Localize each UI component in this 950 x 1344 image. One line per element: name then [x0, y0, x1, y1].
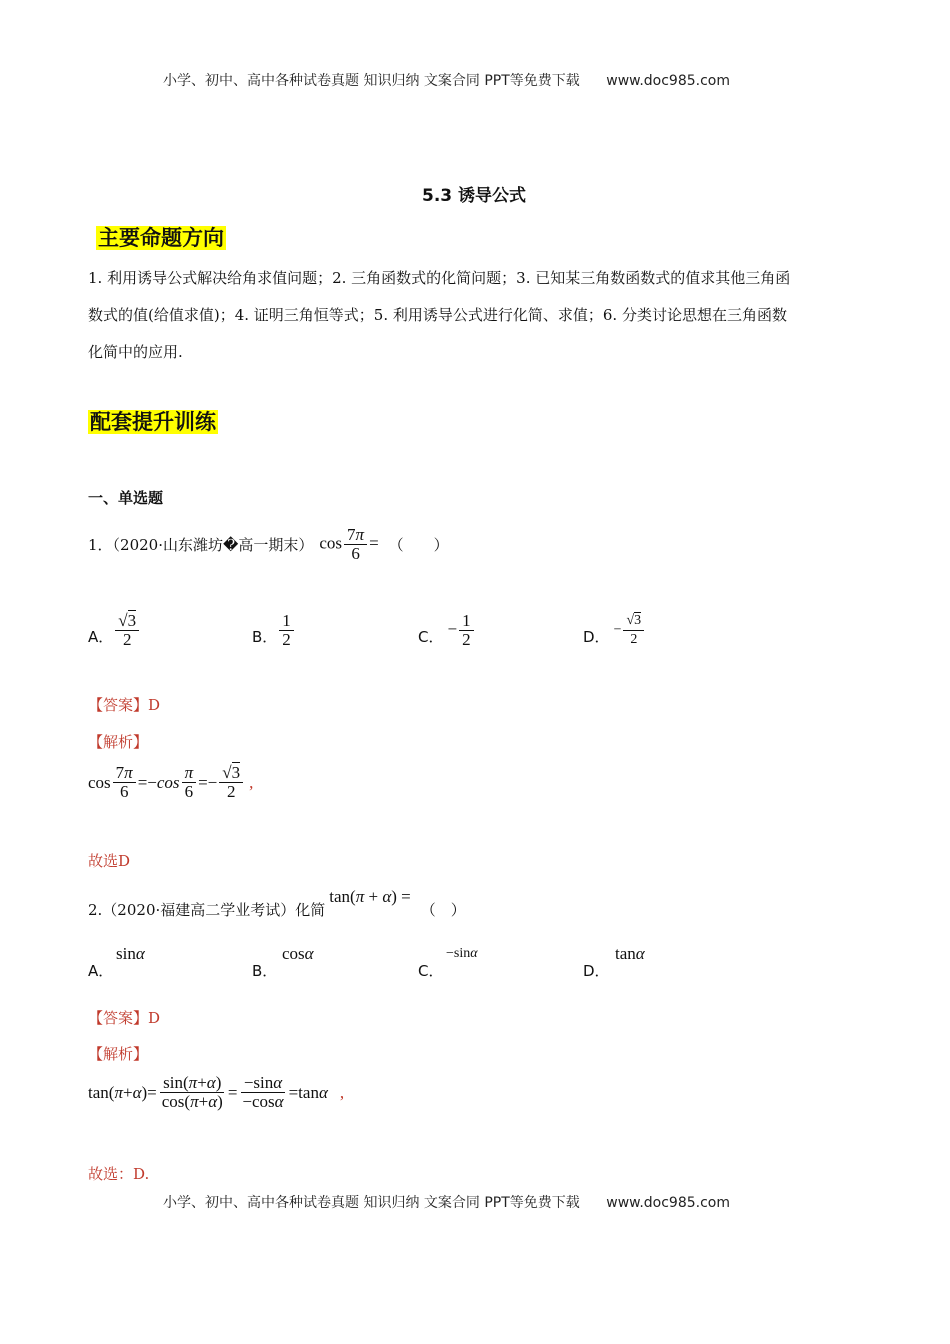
- q2-prefix: 2.（2020·福建高二学业考试）化简: [88, 901, 326, 919]
- section-main-heading: [96, 222, 226, 252]
- page-header: [163, 70, 730, 90]
- option-label: D．: [583, 962, 610, 980]
- question-2: [88, 887, 466, 920]
- footer-text: 小学、初中、高中各种试卷真题 知识归纳 文案合同 PPT等免费下载: [163, 1195, 580, 1211]
- option-label: D．: [583, 628, 610, 646]
- q1-option-b[interactable]: [252, 612, 296, 649]
- q1-option-c[interactable]: [418, 612, 476, 649]
- main-paragraph-line: 1. 利用诱导公式解决给角求值问题；2. 三角函数式的化简问题；3. 已知某三角数函数式的值求其他三角函: [88, 269, 791, 287]
- question-1: [88, 526, 449, 563]
- q1-analysis: 【解析】: [88, 733, 149, 751]
- footer-url[interactable]: www.doc985.com: [606, 1195, 730, 1211]
- q1-prefix: 1．（2020·山东潍坊�高一期末）: [88, 536, 314, 554]
- main-paragraph-line: 数式的值(给值求值)；4. 证明三角恒等式；5. 利用诱导公式进行化简、求值；6. 分类讨论思想在三角函数: [88, 306, 787, 324]
- option-c-value: − $\frac{1}{2}$: [447, 612, 475, 649]
- option-c-value: −sinα: [446, 946, 478, 961]
- q1-options: [88, 612, 788, 662]
- q1-formula: cos $\frac{7\pi}{6}$ =: [319, 525, 379, 563]
- option-label: B．: [252, 962, 278, 980]
- q1-option-a[interactable]: [88, 612, 141, 649]
- option-b-value: $\frac{1}{2}$: [279, 612, 294, 649]
- q1-paren: （ ）: [388, 536, 449, 554]
- header-text: 小学、初中、高中各种试卷真题 知识归纳 文案合同 PPT等免费下载: [163, 73, 580, 89]
- option-label: A．: [88, 628, 114, 646]
- option-label: B．: [252, 628, 278, 646]
- q2-conclusion: 故选：D.: [88, 1165, 150, 1183]
- doc-title: 5.3 诱导公式: [422, 186, 527, 206]
- q2-formula: tan(π + α) =: [329, 887, 411, 906]
- option-d-value: − $\frac{√3}{2}$: [614, 612, 647, 649]
- q2-answer: 【答案】D: [88, 1009, 161, 1027]
- page-footer: [163, 1192, 730, 1212]
- part-title: 一、单选题: [88, 489, 164, 507]
- q1-solution: cos $\frac{7\pi}{6}$ =− cos $\frac{\pi}{6}$ =− $\frac{√3}{2}$ ,: [88, 763, 254, 801]
- section-practice-heading: [88, 406, 218, 436]
- option-label: C．: [418, 962, 444, 980]
- q1-conclusion: 故选D: [88, 852, 131, 870]
- section-main-label: 主要命题方向: [98, 226, 224, 250]
- q2-analysis: 【解析】: [88, 1045, 149, 1063]
- main-paragraph-line: 化简中的应用.: [88, 343, 183, 361]
- option-a-value: sinα: [116, 944, 145, 963]
- header-url[interactable]: www.doc985.com: [606, 73, 730, 89]
- q2-paren: （ ）: [420, 901, 466, 919]
- q2-solution: tan( π + α )= $\frac{\sin(\pi+\alpha)}{\cos(\pi+\alpha)}$ = $\frac{-\sin\alpha}{-\cos\alpha}$ =tan α ,: [88, 1073, 345, 1111]
- option-label: C．: [418, 628, 444, 646]
- option-b-value: cosα: [282, 944, 314, 963]
- main-paragraph: [88, 260, 878, 371]
- section-practice-label: 配套提升训练: [90, 410, 216, 434]
- q1-answer: 【答案】D: [88, 696, 161, 714]
- q2-options: [88, 944, 788, 984]
- option-label: A．: [88, 962, 114, 980]
- q1-option-d[interactable]: [583, 612, 646, 649]
- option-a-value: $\frac{√3}{2}$: [115, 612, 139, 649]
- option-d-value: tanα: [615, 944, 645, 963]
